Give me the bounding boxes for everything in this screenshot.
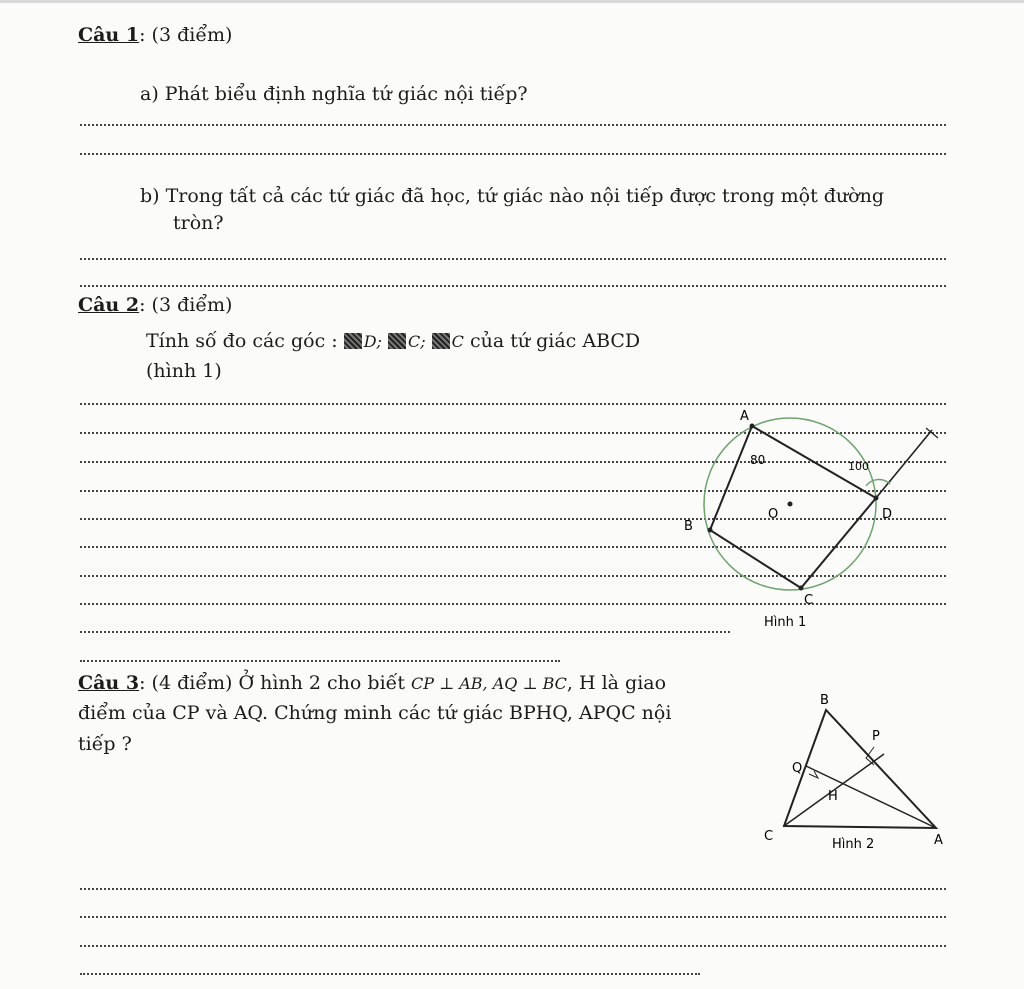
question-2-heading (78, 294, 232, 316)
figure-1-caption: Hình 1 (764, 615, 807, 630)
answer-line[interactable] (80, 888, 946, 890)
answer-line[interactable] (80, 124, 946, 126)
angle-symbol-icon (432, 333, 450, 349)
question-1-label: Câu 1 (78, 24, 140, 46)
question-2-ref: (hình 1) (146, 360, 222, 382)
center-point (788, 502, 793, 507)
answer-line[interactable] (80, 153, 946, 155)
question-3-label: Câu 3 (78, 672, 140, 694)
answer-line[interactable] (80, 916, 946, 918)
question-1b-line1: b) Trong tất cả các tứ giác đã học, tứ giác nào nội tiếp được trong một đường (140, 185, 885, 207)
question-2-label: Câu 2 (78, 294, 140, 316)
page-top-edge (0, 0, 1024, 3)
question-2-prompt (146, 330, 640, 352)
angle-label-d: 100 (848, 460, 869, 473)
label-o: O (768, 507, 779, 522)
question-3-line1-end: , H là giao (566, 672, 667, 694)
prompt-end: của tứ giác ABCD (469, 330, 641, 352)
angle-3: C (451, 332, 464, 351)
label-h: H (828, 789, 838, 804)
label-a: A (934, 833, 943, 848)
figure-1 (680, 400, 960, 640)
question-3-condition: CP ⊥ AB, AQ ⊥ BC (411, 674, 567, 693)
answer-line[interactable] (80, 945, 946, 947)
prompt-start: Tính số đo các góc : (146, 330, 338, 352)
label-b: B (684, 519, 693, 534)
vertex-a (750, 424, 755, 429)
vertex-d (874, 496, 879, 501)
question-3-line1 (78, 672, 666, 694)
answer-line[interactable] (80, 631, 730, 633)
vertex-c (799, 586, 804, 591)
question-1a: a) Phát biểu định nghĩa tứ giác nội tiếp? (140, 83, 528, 105)
answer-line[interactable] (80, 973, 700, 975)
label-a: A (740, 409, 749, 424)
label-c: C (764, 829, 774, 844)
label-q: Q (792, 761, 803, 776)
label-c: C (804, 593, 814, 608)
figure-2-caption: Hình 2 (832, 837, 875, 852)
question-1-points: : (3 điểm) (139, 24, 233, 46)
question-1-heading (78, 24, 232, 46)
angle-1: D; (363, 332, 382, 351)
label-d: D (882, 507, 893, 522)
extension-tick (926, 428, 938, 438)
answer-line[interactable] (80, 660, 560, 662)
question-2-points: : (3 điểm) (139, 294, 233, 316)
answer-line[interactable] (80, 258, 946, 260)
angle-symbol-icon (388, 333, 406, 349)
right-angle-q (809, 771, 818, 778)
figure-2 (756, 692, 956, 860)
label-p: P (872, 729, 880, 744)
question-3-line2: điểm của CP và AQ. Chứng minh các tứ giác BPHQ, APQC nội (78, 702, 672, 724)
question-1b-line2: tròn? (173, 212, 224, 234)
vertex-b (708, 528, 713, 533)
angle-label-a: 80 (750, 453, 766, 467)
question-3-points: : (4 điểm) Ở hình 2 cho biết (139, 672, 405, 694)
answer-line[interactable] (80, 285, 946, 287)
angle-symbol-icon (344, 333, 362, 349)
label-b: B (820, 693, 829, 708)
extension-ray (876, 430, 932, 498)
angle-2: C; (407, 332, 426, 351)
question-3-line3: tiếp ? (78, 733, 132, 755)
